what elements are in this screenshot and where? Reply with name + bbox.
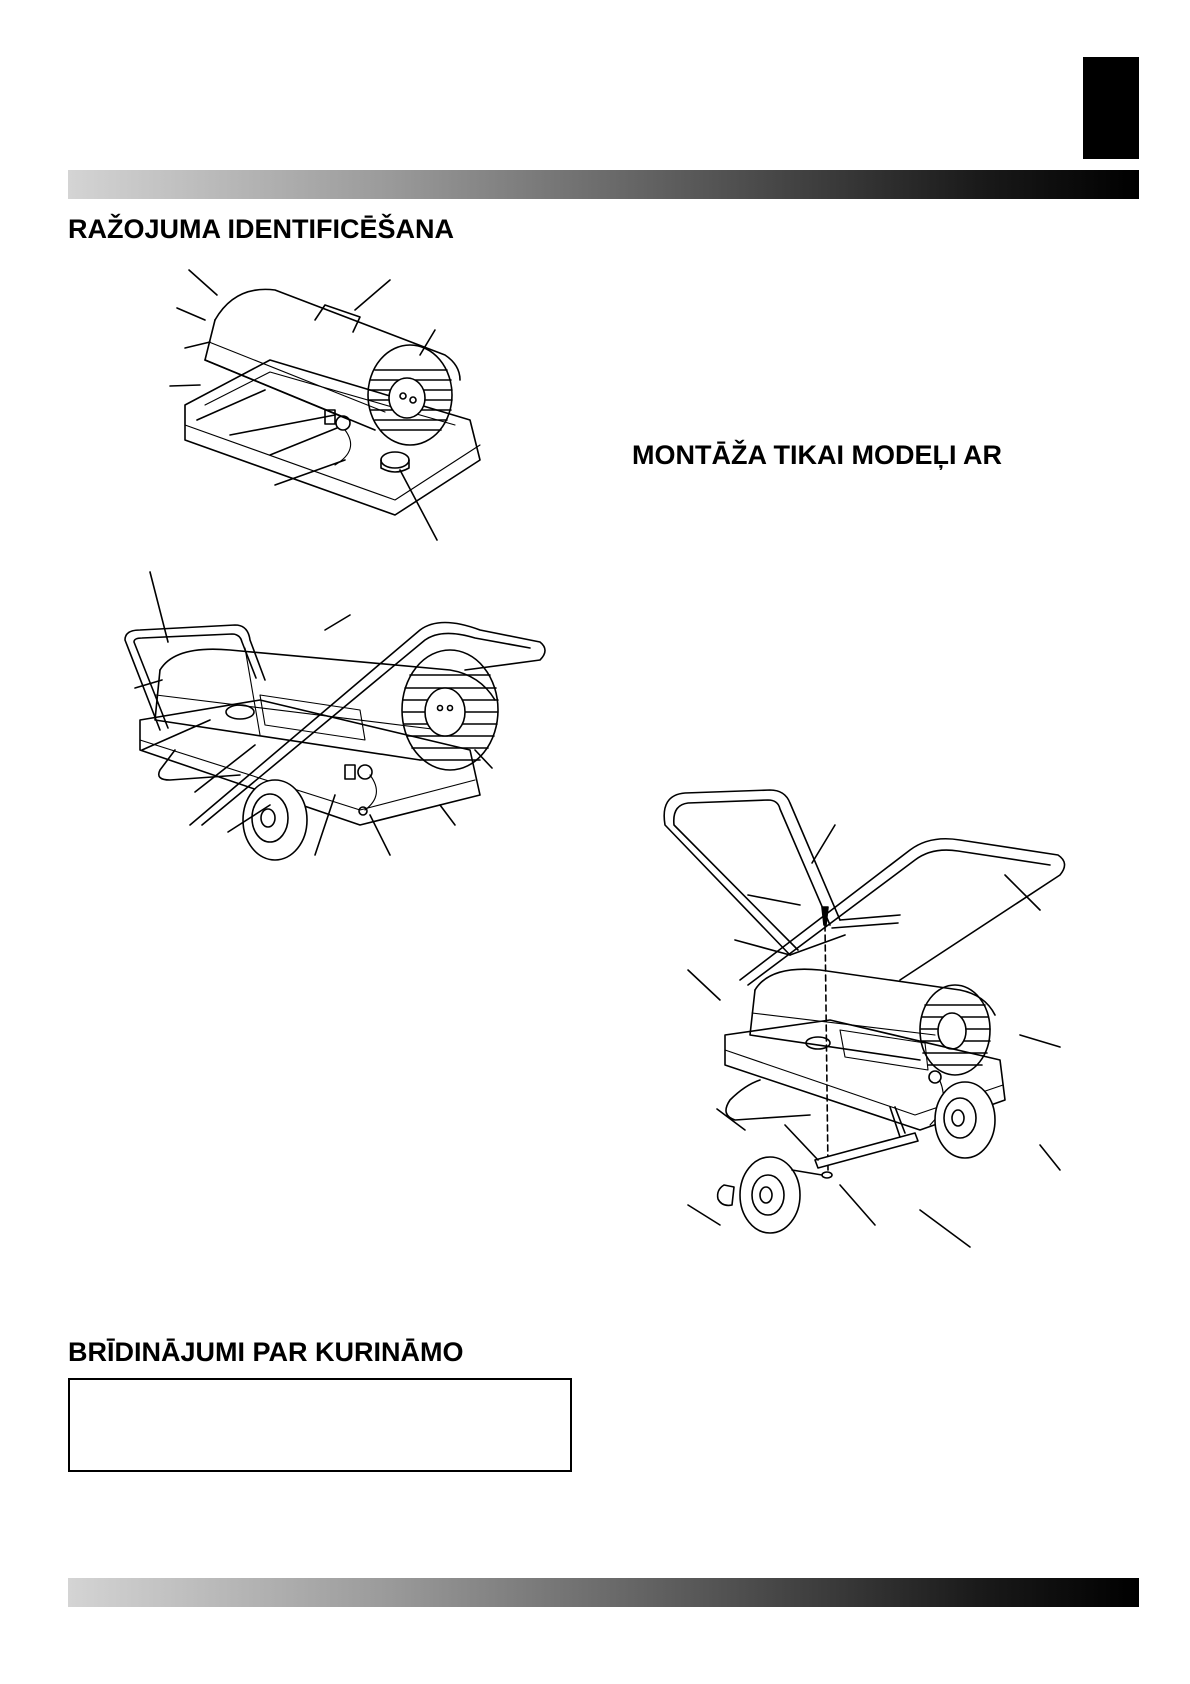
- small-heater-illustration: [175, 260, 495, 540]
- heading-assembly: MONTĀŽA TIKAI MODEĻI AR: [632, 440, 1002, 470]
- cart-heater-illustration: [120, 600, 540, 920]
- bottom-gradient-bar: [68, 1578, 1139, 1607]
- heading-product-identification: RAŽOJUMA IDENTIFICĒŠANA: [68, 214, 455, 244]
- heading-fuel-warnings: BRĪDINĀJUMI PAR KURINĀMO: [68, 1337, 464, 1367]
- fuel-warning-box: [68, 1378, 572, 1472]
- section-tab-marker: [1083, 57, 1139, 159]
- top-gradient-bar: [68, 170, 1139, 199]
- assembly-exploded-illustration: [660, 785, 1080, 1265]
